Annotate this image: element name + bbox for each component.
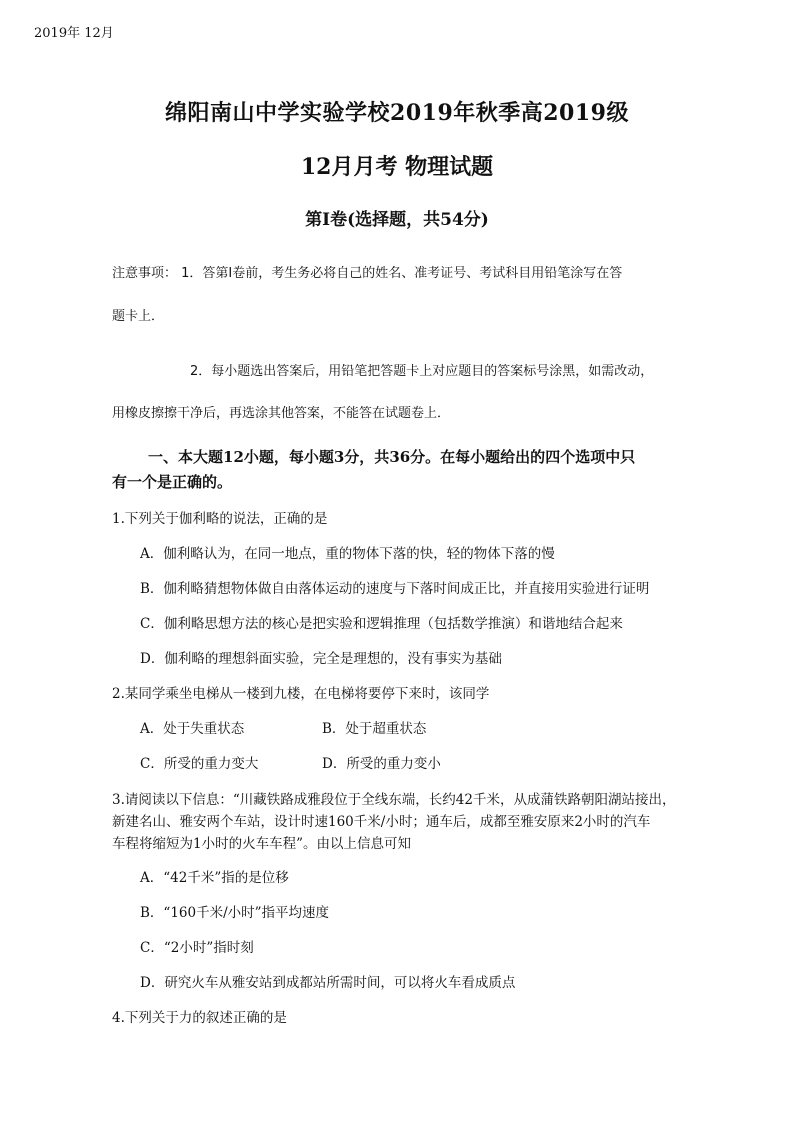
- question-2-option-b: B．处于超重状态: [322, 721, 427, 737]
- question-2-option-a: A．处于失重状态: [140, 721, 245, 737]
- school-title: 绵阳南山中学实验学校2019年秋季高2019级: [165, 100, 629, 126]
- question-4-stem: 4.下列关于力的叙述正确的是: [112, 1010, 287, 1026]
- question-1-option-a: A．伽利略认为，在同一地点，重的物体下落的快，轻的物体下落的慢: [140, 546, 555, 562]
- volume-title: 第Ⅰ卷(选择题，共54分): [305, 210, 489, 230]
- exam-title: 12月月考 物理试题: [300, 154, 494, 180]
- question-2-option-c: C．所受的重力变大: [140, 756, 259, 772]
- question-1-stem: 1.下列关于伽利略的说法，正确的是: [112, 511, 328, 527]
- question-3-option-d: D．研究火车从雅安站到成都站所需时间，可以将火车看成质点: [140, 975, 516, 991]
- question-3-stem-line-1: 3.请阅读以下信息：“川藏铁路成雅段位于全线东端，长约42千米，从成蒲铁路朝阳湖站接出，: [112, 792, 676, 808]
- notice-line-3: 2．每小题选出答案后，用铅笔把答题卡上对应题目的答案标号涂黑，如需改动，: [190, 364, 654, 379]
- question-1-option-b: B．伽利略猜想物体做自由落体运动的速度与下落时间成正比，并直接用实验进行证明: [140, 581, 650, 597]
- question-3-option-b: B．“160千米/小时”指平均速度: [140, 905, 330, 921]
- question-2-stem: 2.某同学乘坐电梯从一楼到九楼，在电梯将要停下来时，该同学: [112, 686, 490, 702]
- question-3-stem-line-2: 新建名山、雅安两个车站，设计时速160千米/小时；通车后，成都至雅安原来2小时的汽车: [112, 814, 651, 830]
- question-3-option-a: A．“42千米”指的是位移: [140, 870, 289, 886]
- section-heading-line-2: 有一个是正确的。: [112, 473, 233, 491]
- notice-line-4: 用橡皮擦擦干净后，再选涂其他答案，不能答在试题卷上．: [112, 406, 451, 421]
- question-2-option-d: D．所受的重力变小: [322, 756, 441, 772]
- section-heading-line-1: 一、本大题12小题，每小题3分，共36分。在每小题给出的四个选项中只: [148, 448, 636, 466]
- question-3-option-c: C．“2小时”指时刻: [140, 940, 254, 956]
- notice-line-1: 注意事项： 1．答第Ⅰ卷前，考生务必将自己的姓名、准考证号、考试科目用铅笔涂写在答: [112, 266, 623, 281]
- header-date: 2019年 12月: [34, 26, 114, 41]
- question-3-stem-line-3: 车程将缩短为1小时的火车车程”。由以上信息可知: [112, 836, 411, 852]
- question-1-option-d: D．伽利略的理想斜面实验，完全是理想的，没有事实为基础: [140, 651, 502, 667]
- question-1-option-c: C．伽利略思想方法的核心是把实验和逻辑推理（包括数学推演）和谐地结合起来: [140, 616, 623, 632]
- notice-line-2: 题卡上．: [112, 309, 165, 324]
